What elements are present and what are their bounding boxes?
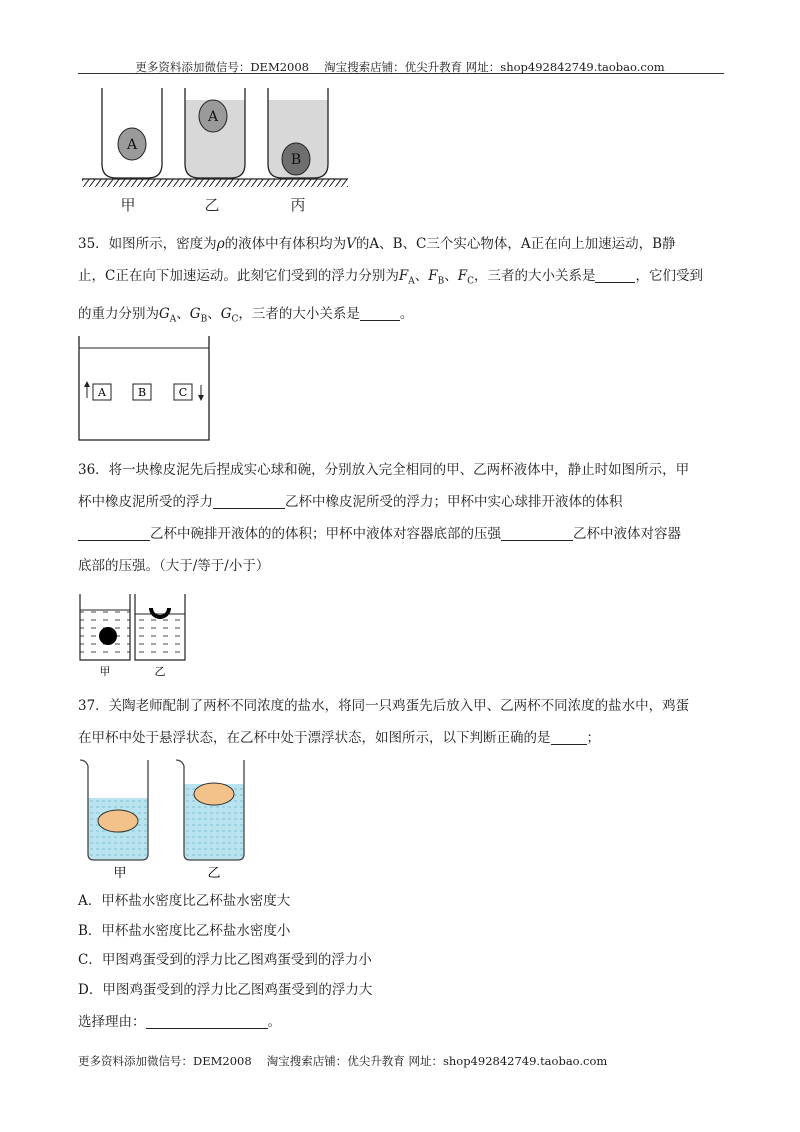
question-35 — [78, 228, 724, 335]
fa-subscript: A — [408, 276, 415, 287]
solid-ball — [99, 627, 117, 645]
cup-yi-liquid — [135, 614, 185, 660]
figure-q36-cups — [78, 592, 190, 678]
rho-symbol: ρ — [216, 236, 225, 252]
q37-line1: 37．关陶老师配制了两杯不同浓度的盐水，将同一只鸡蛋先后放入甲、乙两杯不同浓度的盐水中，鸡蛋 — [78, 698, 690, 714]
q36-line3-a: 乙杯中碗排开液体的的体积；甲杯中液体对容器底部的压强 — [150, 526, 501, 542]
gb-symbol: G — [189, 305, 201, 322]
ball-label: A — [207, 109, 219, 125]
q35-line3-c: 。 — [399, 305, 414, 322]
label-jia: 甲 — [99, 665, 111, 678]
box-b-label: B — [137, 386, 147, 399]
gc-subscript: C — [231, 314, 239, 325]
q36-line1: 36．将一块橡皮泥先后捏成实心球和碗，分别放入完全相同的甲、乙两杯液体中，静止时如图所示，甲 — [78, 462, 690, 478]
label-jia: 甲 — [120, 196, 136, 214]
fb-symbol: F — [428, 268, 438, 284]
gc-symbol: G — [220, 305, 232, 322]
q35-line2-b: ，三者的大小关系是 — [473, 268, 596, 284]
egg-jia — [98, 810, 138, 832]
q35-line1-c: 的A、B、C三个实心物体，A正在向上加速运动，B静 — [355, 236, 676, 252]
q36-line4: 底部的压强。（大于/等于/小于） — [78, 558, 270, 574]
label-yi: 乙 — [207, 866, 221, 881]
q36-line3-b: 乙杯中液体对容器 — [573, 526, 681, 542]
fb-subscript: B — [437, 276, 445, 287]
q35-line3-a: 的重力分别为 — [78, 305, 159, 322]
option-b[interactable]: B．甲杯盐水密度比乙杯盐水密度小 — [78, 923, 291, 939]
volume-symbol: V — [346, 236, 356, 252]
answer-blank[interactable] — [78, 526, 150, 541]
header-divider — [78, 73, 724, 74]
q35-line3-b: ，三者的大小关系是 — [238, 305, 360, 322]
figure-q37-beakers — [78, 756, 270, 882]
q35-line2: 止，C正在向下加速运动。此刻它们受到的浮力分别为 — [78, 268, 399, 284]
answer-blank[interactable] — [551, 730, 587, 745]
box-c-label: C — [178, 386, 188, 399]
answer-blank[interactable] — [595, 268, 635, 283]
reason-blank[interactable] — [146, 1014, 268, 1029]
box-a-label: A — [98, 386, 106, 399]
ground-hatch — [82, 179, 348, 187]
reason-end: 。 — [267, 1014, 281, 1030]
ga-symbol: G — [159, 305, 170, 322]
fa-symbol: F — [398, 268, 409, 284]
q36-line2-b: 乙杯中橡皮泥所受的浮力；甲杯中实心球排开液体的体积 — [285, 494, 623, 510]
option-d[interactable]: D．甲图鸡蛋受到的浮力比乙图鸡蛋受到的浮力大 — [78, 982, 373, 998]
fc-subscript: C — [467, 276, 474, 287]
question-37 — [78, 690, 724, 754]
reason-line — [78, 1012, 281, 1032]
fc-symbol: F — [457, 268, 468, 284]
gb-subscript: B — [200, 314, 208, 325]
reason-label: 选择理由： — [78, 1014, 146, 1030]
ball-label: A — [126, 137, 138, 153]
answer-blank[interactable] — [213, 494, 285, 509]
figure-three-beakers — [78, 82, 353, 216]
up-arrow-head — [84, 381, 90, 387]
separator: 、 — [444, 268, 458, 284]
down-arrow-head — [198, 395, 204, 401]
separator: 、 — [207, 305, 221, 322]
option-c[interactable]: C．甲图鸡蛋受到的浮力比乙图鸡蛋受到的浮力小 — [78, 952, 372, 968]
answer-blank[interactable] — [360, 306, 400, 321]
question-36 — [78, 454, 724, 582]
label-yi: 乙 — [154, 665, 166, 678]
egg-yi — [194, 783, 234, 805]
q35-line1-b: 的液体中有体积均为 — [224, 236, 347, 252]
ga-subscript: A — [169, 314, 177, 325]
clay-bowl — [151, 608, 169, 617]
q35-line2-c: ，它们受到 — [635, 268, 703, 284]
q35-line1-a: 35．如图所示，密度为 — [78, 236, 217, 252]
q37-line2-b: ； — [586, 730, 600, 746]
answer-blank[interactable] — [501, 526, 573, 541]
separator: 、 — [414, 268, 429, 284]
label-bing: 丙 — [290, 196, 306, 214]
option-a[interactable]: A．甲杯盐水密度比乙杯盐水密度大 — [78, 893, 291, 909]
q36-line2-a: 杯中橡皮泥所受的浮力 — [78, 494, 213, 510]
label-jia: 甲 — [113, 866, 127, 881]
q37-line2-a: 在甲杯中处于悬浮状态，在乙杯中处于漂浮状态，如图所示，以下判断正确的是 — [78, 730, 551, 746]
ball-label: B — [290, 152, 302, 168]
label-yi: 乙 — [204, 196, 220, 214]
figure-q35-container — [78, 334, 212, 442]
page-footer: 更多资料添加微信号：DEM2008 淘宝搜索店铺：优尖升教育 网址：shop492842749.taobao.com — [78, 1054, 608, 1068]
separator: 、 — [176, 305, 190, 322]
page-header: 更多资料添加微信号：DEM2008 淘宝搜索店铺：优尖升教育 网址：shop492842749.taobao.com — [135, 60, 665, 74]
